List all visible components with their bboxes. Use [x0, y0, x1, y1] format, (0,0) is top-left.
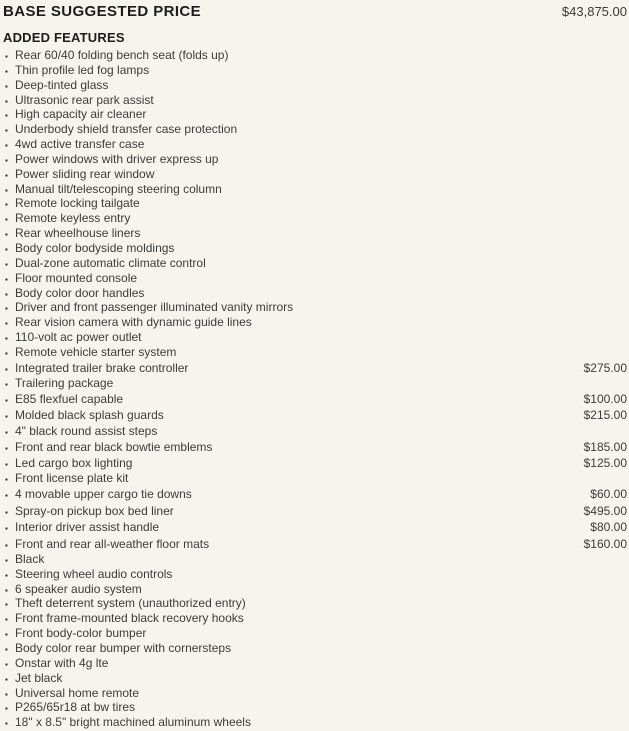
feature-price: $100.00	[583, 391, 627, 406]
feature-row	[3, 716, 628, 731]
feature-row	[3, 212, 628, 227]
bullet-icon: ▪	[5, 689, 8, 699]
feature-row	[3, 123, 628, 138]
bullet-icon: ▪	[5, 475, 8, 485]
feature-row	[3, 64, 628, 79]
feature-label: High capacity air cleaner	[15, 107, 147, 122]
feature-row	[3, 392, 628, 408]
feature-row	[3, 331, 628, 346]
feature-label: 110-volt ac power outlet	[15, 330, 142, 345]
bullet-icon: ▪	[5, 507, 8, 517]
feature-price: $275.00	[583, 360, 627, 375]
bullet-icon: ▪	[5, 674, 8, 684]
bullet-icon: ▪	[5, 319, 8, 329]
base-suggested-price-value: $43,875.00	[561, 4, 627, 19]
feature-row	[3, 553, 628, 568]
feature-row	[3, 361, 628, 377]
feature-label: 6 speaker audio system	[15, 581, 142, 596]
feature-row	[3, 227, 628, 242]
feature-row	[3, 377, 628, 392]
base-suggested-price-title: BASE SUGGESTED PRICE	[3, 3, 202, 20]
feature-row	[3, 456, 628, 472]
feature-row	[3, 94, 628, 109]
feature-label: Theft deterrent system (unauthorized entry)	[15, 596, 246, 611]
feature-label: P265/65r18 at bw tires	[15, 700, 136, 715]
bullet-icon: ▪	[5, 155, 8, 165]
bullet-icon: ▪	[5, 659, 8, 669]
feature-label: Trailering package	[15, 376, 114, 391]
feature-price: $215.00	[583, 408, 627, 423]
feature-price: $125.00	[583, 456, 627, 471]
feature-label: Spray-on pickup box bed liner	[15, 503, 174, 518]
feature-label: Underbody shield transfer case protection	[15, 122, 238, 137]
feature-label: Power windows with driver express up	[15, 151, 219, 166]
feature-row	[3, 537, 628, 553]
feature-row	[3, 257, 628, 272]
feature-row	[3, 672, 628, 687]
feature-row	[3, 183, 628, 198]
feature-label: Steering wheel audio controls	[15, 566, 173, 581]
feature-label: Integrated trailer brake controller	[15, 360, 189, 375]
feature-label: E85 flexfuel capable	[15, 391, 124, 406]
feature-label: Remote vehicle starter system	[15, 344, 177, 359]
feature-label: Body color door handles	[15, 285, 145, 300]
feature-row	[3, 642, 628, 657]
feature-row	[3, 701, 628, 716]
bullet-icon: ▪	[5, 66, 8, 76]
feature-label: Front and rear black bowtie emblems	[15, 439, 213, 454]
bullet-icon: ▪	[5, 443, 8, 453]
feature-label: Manual tilt/telescoping steering column	[15, 181, 222, 196]
feature-row	[3, 153, 628, 168]
feature-label: Body color rear bumper with cornersteps	[15, 640, 232, 655]
feature-row	[3, 504, 628, 520]
feature-label: Black	[15, 551, 45, 566]
feature-row	[3, 138, 628, 153]
feature-label: Power sliding rear window	[15, 166, 155, 181]
base-price-row	[3, 1, 628, 20]
feature-row	[3, 472, 628, 487]
bullet-icon: ▪	[5, 395, 8, 405]
bullet-icon: ▪	[5, 215, 8, 225]
feature-label: Interior driver assist handle	[15, 520, 160, 535]
feature-label: Deep-tinted glass	[15, 77, 109, 92]
feature-row	[3, 49, 628, 64]
bullet-icon: ▪	[5, 348, 8, 358]
feature-price: $60.00	[590, 487, 627, 502]
feature-label: Driver and front passenger illuminated vanity mirrors	[15, 300, 294, 315]
feature-row	[3, 408, 628, 424]
bullet-icon: ▪	[5, 630, 8, 640]
feature-row	[3, 346, 628, 361]
feature-label: 4 movable upper cargo tie downs	[15, 487, 192, 502]
bullet-icon: ▪	[5, 170, 8, 180]
feature-label: Universal home remote	[15, 685, 140, 700]
bullet-icon: ▪	[5, 244, 8, 254]
added-features-list	[3, 49, 628, 731]
feature-label: Rear wheelhouse liners	[15, 226, 141, 241]
bullet-icon: ▪	[5, 185, 8, 195]
bullet-icon: ▪	[5, 304, 8, 314]
feature-price: $160.00	[583, 536, 627, 551]
feature-label: 18" x 8.5" bright machined aluminum wheels	[15, 715, 251, 730]
feature-label: Front body-color bumper	[15, 626, 147, 641]
bullet-icon: ▪	[5, 615, 8, 625]
bullet-icon: ▪	[5, 380, 8, 390]
bullet-icon: ▪	[5, 364, 8, 374]
bullet-icon: ▪	[5, 126, 8, 136]
feature-row	[3, 316, 628, 331]
bullet-icon: ▪	[5, 111, 8, 121]
feature-row	[3, 425, 628, 440]
feature-price: $80.00	[590, 520, 627, 535]
bullet-icon: ▪	[5, 274, 8, 284]
bullet-icon: ▪	[5, 704, 8, 714]
feature-row	[3, 287, 628, 302]
feature-label: Remote keyless entry	[15, 211, 131, 226]
feature-label: Rear vision camera with dynamic guide lines	[15, 315, 252, 330]
feature-label: 4" black round assist steps	[15, 423, 158, 438]
feature-label: Rear 60/40 folding bench seat (folds up)	[15, 48, 229, 62]
feature-row	[3, 272, 628, 287]
bullet-icon: ▪	[5, 600, 8, 610]
feature-row	[3, 168, 628, 183]
feature-row	[3, 242, 628, 257]
bullet-icon: ▪	[5, 259, 8, 269]
bullet-icon: ▪	[5, 540, 8, 550]
bullet-icon: ▪	[5, 427, 8, 437]
bullet-icon: ▪	[5, 644, 8, 654]
bullet-icon: ▪	[5, 96, 8, 106]
feature-label: Jet black	[15, 670, 63, 685]
feature-row	[3, 657, 628, 672]
feature-row	[3, 520, 628, 536]
feature-row	[3, 440, 628, 456]
feature-price: $185.00	[583, 439, 627, 454]
bullet-icon: ▪	[5, 141, 8, 151]
feature-row	[3, 583, 628, 598]
bullet-icon: ▪	[5, 230, 8, 240]
bullet-icon: ▪	[5, 585, 8, 595]
feature-row	[3, 687, 628, 702]
feature-row	[3, 197, 628, 212]
bullet-icon: ▪	[5, 719, 8, 729]
feature-label: Ultrasonic rear park assist	[15, 92, 154, 107]
bullet-icon: ▪	[5, 491, 8, 501]
feature-label: Dual-zone automatic climate control	[15, 255, 206, 270]
feature-label: Floor mounted console	[15, 270, 138, 285]
bullet-icon: ▪	[5, 524, 8, 534]
feature-label: Thin profile led fog lamps	[15, 62, 150, 77]
feature-row	[3, 79, 628, 94]
bullet-icon: ▪	[5, 81, 8, 91]
bullet-icon: ▪	[5, 52, 8, 61]
feature-label: Led cargo box lighting	[15, 456, 133, 471]
feature-row	[3, 568, 628, 583]
feature-row	[3, 627, 628, 642]
bullet-icon: ▪	[5, 412, 8, 422]
feature-row	[3, 108, 628, 123]
feature-label: Onstar with 4g lte	[15, 655, 109, 670]
bullet-icon: ▪	[5, 200, 8, 210]
feature-row	[3, 597, 628, 612]
bullet-icon: ▪	[5, 289, 8, 299]
feature-label: Molded black splash guards	[15, 408, 164, 423]
feature-label: Front frame-mounted black recovery hooks	[15, 611, 244, 626]
feature-label: Remote locking tailgate	[15, 196, 140, 211]
bullet-icon: ▪	[5, 570, 8, 580]
added-features-title: ADDED FEATURES	[3, 30, 125, 45]
feature-row	[3, 487, 628, 503]
feature-label: Front license plate kit	[15, 471, 129, 486]
bullet-icon: ▪	[5, 555, 8, 565]
feature-label: Body color bodyside moldings	[15, 240, 175, 255]
feature-row	[3, 612, 628, 627]
bullet-icon: ▪	[5, 334, 8, 344]
feature-price: $495.00	[583, 503, 627, 518]
feature-row	[3, 301, 628, 316]
feature-label: 4wd active transfer case	[15, 137, 145, 152]
bullet-icon: ▪	[5, 460, 8, 470]
feature-label: Front and rear all-weather floor mats	[15, 536, 210, 551]
